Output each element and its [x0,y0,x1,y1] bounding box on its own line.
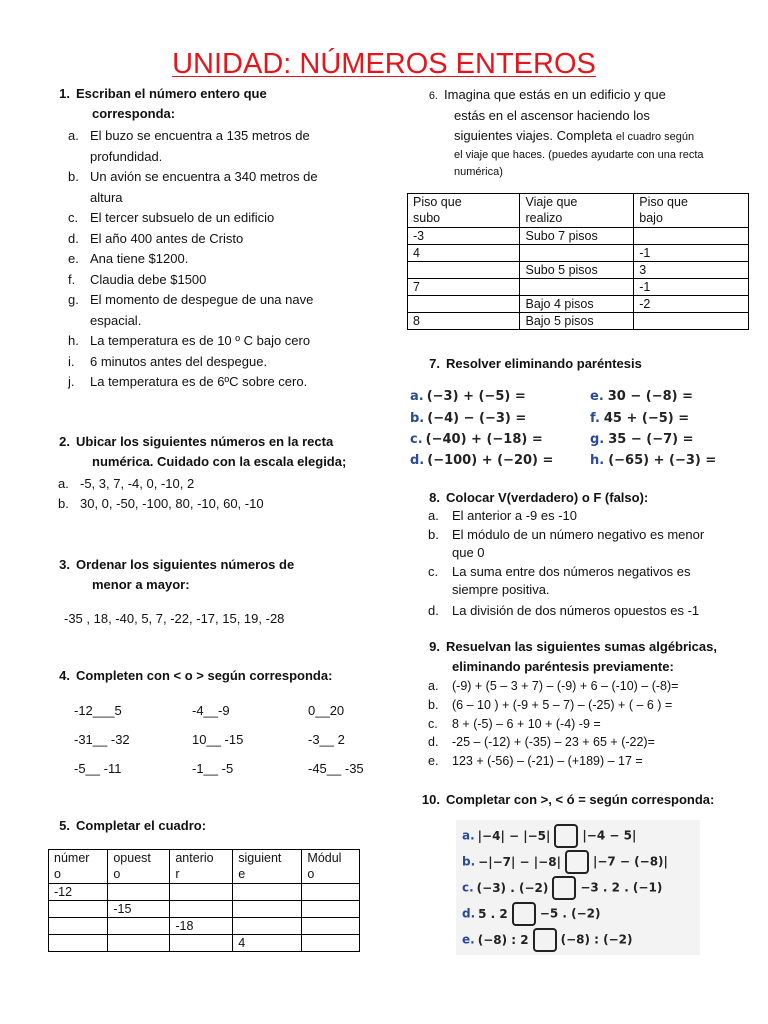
table-cell: -12 [49,884,108,901]
list-item [428,563,748,582]
item-letter: c. [68,210,79,225]
header-line: Viaje que [525,195,578,209]
question-7: 7. Resolver eliminando paréntesis [429,356,642,371]
table-row [49,901,360,918]
item-letter: b. [428,526,439,542]
question-8-prompt: Colocar V(verdadero) o F (falso): [446,490,649,505]
comparison-row [462,876,662,900]
table-cell: Bajo 4 pisos [520,296,634,313]
table-header-row [408,194,749,228]
table-header-cell [108,850,170,884]
comparison-row [462,902,600,926]
item-text: 6 minutos antes del despegue. [90,353,268,369]
expression-text: 35 − (−7) = [608,432,694,447]
table-row [408,296,749,313]
comparison-key: b. [462,854,476,869]
table-cell[interactable] [233,901,302,918]
question-2-prompt-cont: numérica. Cuidado con la escala elegida; [92,454,347,469]
expression-left [410,432,543,447]
item-letter: e. [68,251,79,266]
question-9-list [428,677,758,771]
comparison-left: −|−7| − |−8| [478,854,561,869]
table-header-cell [302,850,360,884]
list-item [428,715,758,734]
table-cell: -1 [634,279,749,296]
table-header-cell [520,194,634,228]
question-5: 5. Completar el cuadro: [59,818,207,833]
list-item [428,507,748,526]
table-cell[interactable] [49,901,108,918]
list-item [68,208,378,229]
question-2-item-a: a. -5, 3, 7, -4, 0, -10, 2 [58,476,195,491]
header-line: subo [413,211,441,225]
question-4: 4. Completen con < o > según corresponda: [59,668,333,683]
table-cell[interactable] [170,901,233,918]
answer-box[interactable] [552,876,576,900]
question-1-list [68,126,378,393]
header-line: Piso que [639,195,688,209]
table-row [49,918,360,935]
comparison-left: (−3) . (−2) [476,880,549,895]
table-cell[interactable] [634,313,749,330]
list-item [428,677,758,696]
list-item [68,372,378,393]
question-2-prompt: Ubicar los siguientes números en la recta [76,434,334,449]
comparison-key: d. [462,906,476,921]
table-cell[interactable] [233,884,302,901]
comparison-item: -31__ -32 [74,732,130,747]
table-cell[interactable] [302,918,360,935]
comparison-right: |−7 − (−8)| [592,854,668,869]
item-letter: h. [68,333,79,348]
expression-left [410,411,526,426]
expression-key: c. [410,432,423,447]
comparison-left: |−4| − |−5| [477,828,551,843]
header-line: Piso que [413,195,462,209]
item-letter: d. [428,735,439,750]
item-text: La división de dos números opuestos es -1 [452,602,700,618]
expression-text: (−100) + (−20) = [427,453,554,468]
list-item [68,290,378,311]
table-cell: 8 [408,313,520,330]
header-line: realizo [525,211,563,225]
expression-right [590,453,716,468]
expression-key: f. [590,411,600,426]
header-line: r [175,867,180,881]
table-cell: -3 [408,228,520,245]
comparison-right: −5 . (−2) [539,906,601,921]
item-letter: i. [68,353,75,369]
expression-key: e. [590,389,604,404]
question-10-prompt: Completar con >, < ó = según corresponda: [446,792,715,807]
header-line: o [113,867,121,881]
table-row [49,884,360,901]
question-3-prompt-cont: menor a mayor: [92,577,190,592]
table-cell[interactable] [408,296,520,313]
expression-text: 30 − (−8) = [607,389,694,404]
comparison-item: -4__-9 [192,703,230,718]
header-line: anterio [175,851,214,865]
item-letter: f. [68,271,76,287]
expression-key: g. [590,432,605,447]
item-letter: c. [428,563,439,579]
question-9: 9. Resuelvan las siguientes sumas algébricas, eliminando paréntesis previamente: [418,637,758,677]
expression-key: a. [410,389,424,404]
question-5-prompt: Completar el cuadro: [76,818,207,833]
table-row [49,935,360,952]
table-row [408,313,749,330]
question-1: 1. Escriban el número entero que corresponda: a. El buzo se encuentra a 135 metros de profundidad. b. Un avión se encuentra a 340 metros de altura c. El tercer subsuelo de un edificio d. El año 400 antes de Cristo e. Ana tiene $1200. f. Claudia debe $1500 g. El momento de despegue de una nave espacial. h. La temperatura es de 10 º C bajo cero i. 6 minutos antes del despegue. j. La temperatura es de 6ºC sobre cero. [48,84,378,393]
item-text: Ana tiene $1200. [90,251,189,266]
table-row [408,262,749,279]
table-header-cell [170,850,233,884]
table-cell[interactable] [520,279,634,296]
table-cell[interactable] [302,884,360,901]
comparison-item: 0__20 [308,703,345,718]
table-header-row [49,850,360,884]
comparison-item: -12___5 [74,703,122,718]
item-text: (-9) + (5 – 3 + 7) – (-9) + 6 – (-10) – (-8)= [452,679,679,693]
question-1-prompt: Escriban el número entero que [76,86,267,101]
table-cell[interactable] [408,262,520,279]
answer-box[interactable] [565,850,589,874]
item-letter: a. [68,128,79,143]
list-item [428,752,758,771]
expression-key: b. [410,411,425,426]
table-header-cell [408,194,520,228]
question-8-list [428,507,748,620]
comparison-item: 10__ -15 [192,732,244,747]
table-cell: -18 [170,918,233,935]
comparison-item: -1__ -5 [192,761,234,776]
table-header-cell [634,194,749,228]
list-item-cont: altura [90,189,123,205]
header-line: Módul [307,851,342,865]
table-cell[interactable] [108,918,170,935]
question-6: 6. Imagina que estás en un edificio y que estás en el ascensor haciendo los siguientes viajes. Completa el cuadro según el viaje que haces. (puedes ayudarte con una recta numérica) [428,87,704,178]
item-letter: d. [68,230,79,246]
header-line: o [307,867,315,881]
item-letter: g. [68,292,79,307]
list-item [68,229,378,250]
table-cell[interactable] [108,935,170,952]
expression-right [590,432,694,447]
comparison-key: a. [462,828,475,843]
comparison-item: -3__ 2 [308,732,345,747]
list-item [68,126,378,147]
table-row [408,279,749,296]
expression-text: (−40) + (−18) = [425,432,543,447]
comparison-row [462,850,668,874]
table-cell: 3 [634,262,749,279]
page-title: UNIDAD: NÚMEROS ENTEROS [172,48,596,80]
item-text: El anterior a -9 es -10 [452,508,578,523]
item-text: Un avión se encuentra a 340 metros de [90,169,318,184]
expression-right [590,389,693,404]
table-cell[interactable] [302,901,360,918]
table-cell[interactable] [634,228,749,245]
expression-text: (−3) + (−5) = [426,389,526,404]
table-row [408,228,749,245]
item-letter: c. [428,716,438,731]
expression-key: d. [410,453,425,468]
comparison-left: 5 . 2 [478,906,508,921]
question-1-prompt-cont: corresponda: [92,106,176,121]
item-letter: d. [428,602,439,618]
table-cell[interactable] [233,918,302,935]
question-3-prompt: Ordenar los siguientes números de [76,557,295,572]
question-8: 8. Colocar V(verdadero) o F (falso): [429,490,649,505]
question-9-prompt: Resuelvan las siguientes sumas algébricas, [446,639,717,654]
list-item [68,167,378,188]
list-item-cont: espacial. [90,312,142,328]
table-cell: -1 [634,245,749,262]
comparison-item: -5__ -11 [74,761,122,776]
table-cell: 4 [408,245,520,262]
item-letter: a. [428,508,439,523]
item-text: El módulo de un número negativo es menor [452,526,705,542]
comparison-right: |−4 − 5| [582,828,637,843]
answer-box[interactable] [533,928,557,952]
question-10: 10. Completar con >, < ó = según corresponda: [421,792,715,807]
list-item [428,602,748,621]
header-line: siguient [238,851,282,865]
question-6-table [407,193,749,330]
item-text: 123 + (-56) – (-21) – (+189) – 17 = [452,754,643,769]
answer-box[interactable] [554,824,578,848]
table-cell[interactable] [520,245,634,262]
table-cell: 4 [233,935,302,952]
item-text: La temperatura es de 6ºC sobre cero. [90,374,308,389]
list-item [68,352,378,373]
question-2: 2. Ubicar los siguientes números en la recta numérica. Cuidado con la escala elegida; [48,432,378,472]
comparison-row [462,824,636,848]
item-text: Claudia debe $1500 [90,271,207,287]
table-cell[interactable] [170,935,233,952]
question-3-list: -35 , 18, -40, 5, 7, -22, -17, 15, 19, -28 [64,611,285,626]
list-item-cont: que 0 [452,545,485,560]
list-item [428,733,758,752]
header-line: opuest [113,851,151,865]
question-2-item-b: b. 30, 0, -50, -100, 80, -10, 60, -10 [58,496,264,511]
header-line: bajo [639,211,663,225]
expression-text: 45 + (−5) = [603,411,690,426]
header-line: e [238,867,246,881]
comparison-item: -45__ -35 [308,761,364,776]
comparison-row [462,928,633,952]
item-text: El buzo se encuentra a 135 metros de [90,128,310,143]
item-text: El año 400 antes de Cristo [90,230,244,246]
list-item [68,331,378,352]
list-item-cont: profundidad. [90,148,163,164]
comparison-key: e. [462,932,475,947]
item-letter: j. [68,374,75,389]
table-cell: 7 [408,279,520,296]
question-4-prompt: Completen con < o > según corresponda: [76,668,333,683]
item-letter: b. [428,697,439,712]
item-letter: b. [68,169,79,184]
table-cell[interactable] [49,918,108,935]
comparison-left: (−8) : 2 [477,932,529,947]
table-cell: Subo 7 pisos [520,228,634,245]
question-9-prompt-cont: eliminando paréntesis previamente: [452,659,674,674]
item-text: El momento de despegue de una nave [90,292,314,307]
list-item [428,696,758,715]
item-text: La temperatura es de 10 º C bajo cero [90,333,311,348]
table-cell: Subo 5 pisos [520,262,634,279]
list-item [428,526,748,545]
expression-right [590,411,689,426]
comparison-key: c. [462,880,474,895]
item-text: La suma entre dos números negativos es [452,563,691,579]
answer-box[interactable] [512,902,536,926]
list-item [68,249,378,270]
item-text: 8 + (-5) – 6 + 10 + (-4) -9 = [452,716,601,731]
table-cell: -15 [108,901,170,918]
question-5-table [48,849,360,952]
question-7-prompt: Resolver eliminando paréntesis [446,356,642,371]
table-cell: Bajo 5 pisos [520,313,634,330]
expression-left [410,453,553,468]
item-text: (6 – 10 ) + (-9 + 5 – 7) – (-25) + ( – 6 ) = [452,697,673,712]
expression-key: h. [590,453,605,468]
table-cell[interactable] [108,884,170,901]
item-letter: a. [428,679,439,693]
list-item-cont: siempre positiva. [452,582,550,597]
table-cell[interactable] [49,935,108,952]
item-text: -25 – (-12) + (-35) – 23 + 65 + (-22)= [452,735,655,750]
question-10-exercises-image [456,820,700,955]
table-header-cell [233,850,302,884]
table-header-cell [49,850,108,884]
expression-text: (−65) + (−3) = [608,453,717,468]
list-item [68,270,378,291]
table-row [408,245,749,262]
expression-text: (−4) − (−3) = [427,411,527,426]
table-cell[interactable] [170,884,233,901]
expression-left [410,389,526,404]
table-cell[interactable] [302,935,360,952]
question-3: 3. Ordenar los siguientes números de menor a mayor: [48,555,378,595]
table-cell: -2 [634,296,749,313]
header-line: númer [54,851,90,865]
comparison-right: (−8) : (−2) [560,932,633,947]
header-line: o [54,867,61,881]
item-letter: e. [428,754,439,769]
comparison-right: −3 . 2 . (−1) [580,880,663,895]
item-text: El tercer subsuelo de un edificio [90,210,275,225]
